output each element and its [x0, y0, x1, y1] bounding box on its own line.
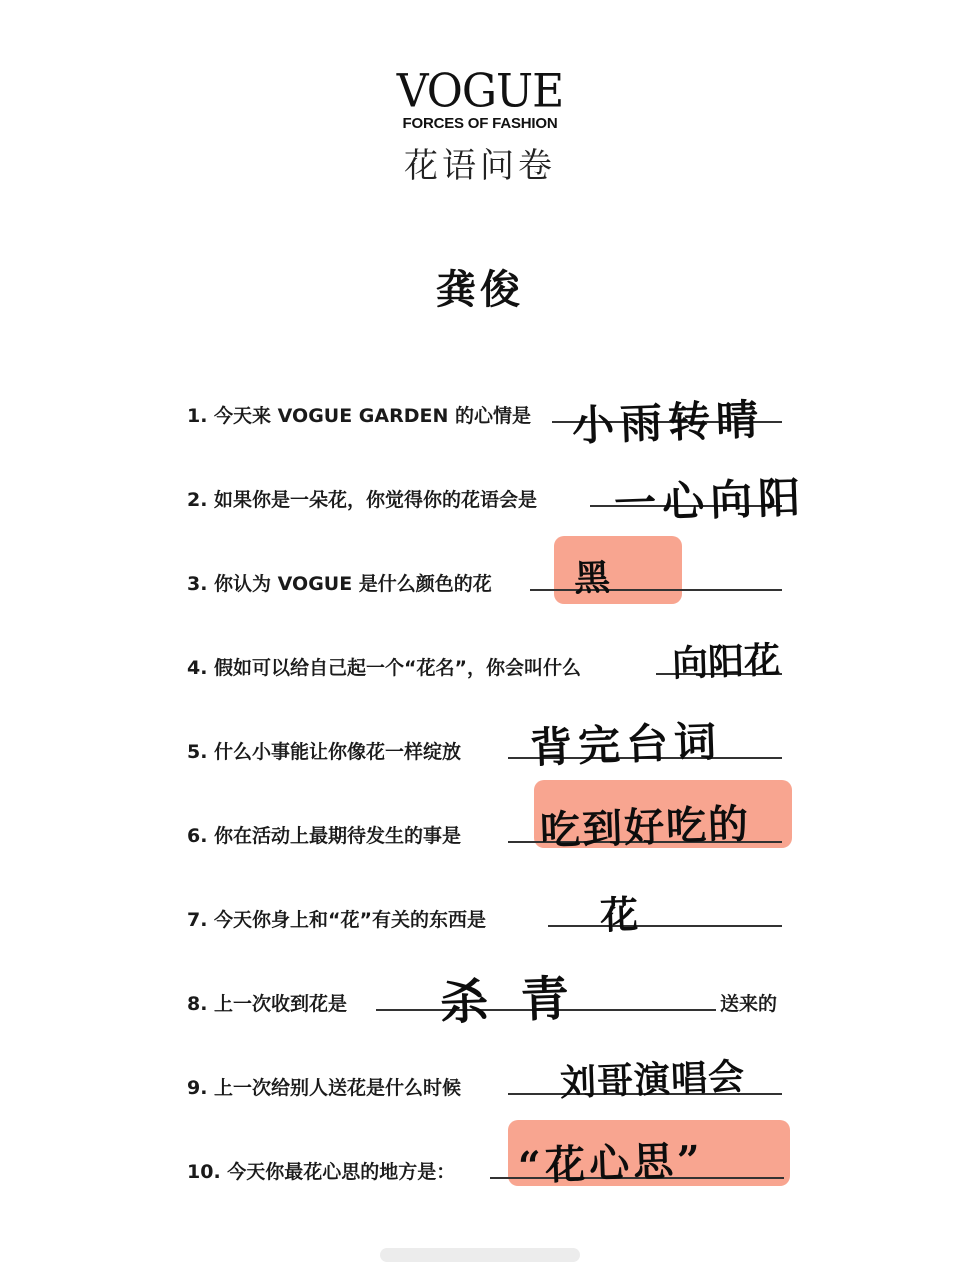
handwritten-answer: 小雨转晴	[571, 394, 765, 451]
handwritten-answer: 刘哥演唱会	[559, 1055, 746, 1105]
question-row-7	[0, 884, 960, 964]
handwritten-answer: 杀 青	[439, 970, 578, 1032]
question-row-3	[0, 548, 960, 628]
question-label: 3. 你认为 VOGUE 是什么颜色的花	[187, 573, 492, 595]
question-row-10	[0, 1136, 960, 1216]
questionnaire-title: 花语问卷	[404, 146, 556, 186]
question-row-9	[0, 1052, 960, 1132]
respondent-name: 龚俊	[436, 266, 524, 313]
question-label: 1. 今天来 VOGUE GARDEN 的心情是	[187, 405, 532, 427]
vogue-logo: VOGUE	[396, 64, 564, 119]
tagline: FORCES OF FASHION	[402, 115, 558, 132]
question-label: 8. 上一次收到花是	[187, 993, 348, 1015]
handwritten-answer: 黑	[573, 556, 617, 600]
question-label: 7. 今天你身上和“花”有关的东西是	[187, 909, 487, 931]
answer-line	[530, 589, 782, 591]
question-suffix: 送来的	[720, 993, 778, 1015]
question-row-8	[0, 968, 960, 1048]
question-label: 4. 假如可以给自己起一个“花名”，你会叫什么	[187, 657, 582, 679]
question-row-5	[0, 716, 960, 796]
handwritten-answer: 背完台词	[529, 716, 723, 773]
handwritten-answer: “花心思”	[517, 1136, 705, 1191]
handwritten-answer: 向阳花	[671, 639, 781, 685]
question-row-2	[0, 464, 960, 544]
question-label: 9. 上一次给别人送花是什么时候	[187, 1077, 462, 1099]
question-row-4	[0, 632, 960, 712]
question-label: 2. 如果你是一朵花，你觉得你的花语会是	[187, 489, 538, 511]
bottom-handle	[380, 1248, 580, 1262]
answer-line	[548, 925, 782, 927]
question-label: 5. 什么小事能让你像花一样绽放	[187, 741, 462, 763]
question-label: 6. 你在活动上最期待发生的事是	[187, 825, 462, 847]
question-label: 10. 今天你最花心思的地方是：	[187, 1161, 456, 1183]
header	[0, 64, 960, 187]
question-row-1	[0, 380, 960, 460]
handwritten-answer: 花	[599, 891, 645, 938]
question-row-6	[0, 800, 960, 880]
handwritten-answer: 一心向阳	[613, 472, 807, 529]
handwritten-answer: 吃到好吃的	[539, 800, 751, 855]
